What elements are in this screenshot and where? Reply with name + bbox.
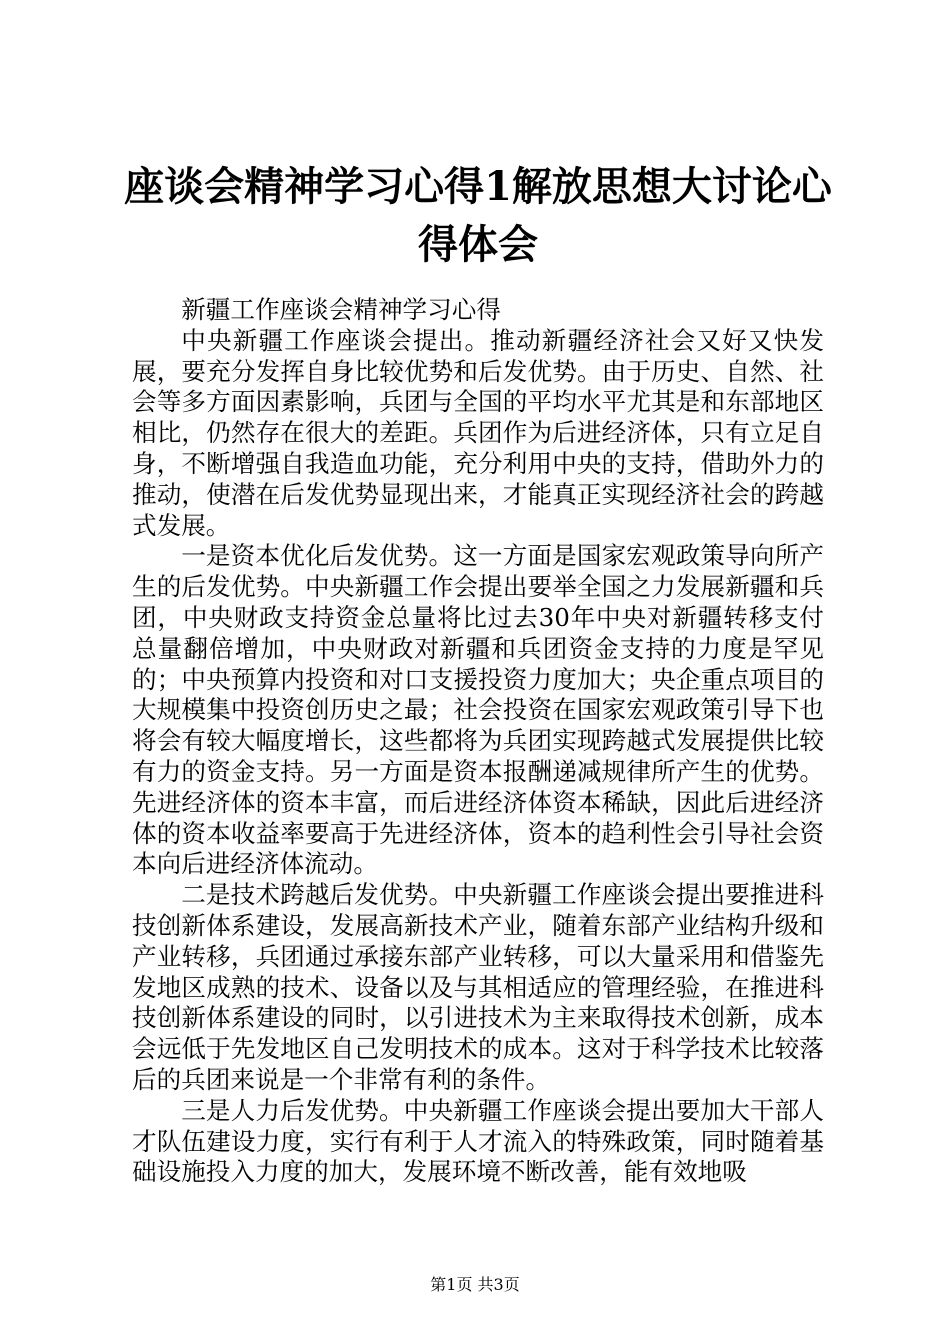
- document-title: 座谈会精神学习心得1解放思想大讨论心得体会: [124, 163, 832, 268]
- paragraph: 三是人力后发优势。中央新疆工作座谈会提出要加大干部人才队伍建设力度，实行有利于人才流入的特殊政策，同时随着基础设施投入力度的加大，发展环境不断改善，能有效地吸: [132, 1095, 824, 1187]
- page-number: 第1页 共3页: [430, 1275, 520, 1294]
- document-body: [132, 295, 824, 1188]
- paragraph: 二是技术跨越后发优势。中央新疆工作座谈会提出要推进科技创新体系建设，发展高新技术产业，随着东部产业结构升级和产业转移，兵团通过承接东部产业转移，可以大量采用和借鉴先发地区成熟的技术、设备以及与其相适应的管理经验，在推进科技创新体系建设的同时，以引进技术为主来取得技术创新，成本会远低于先发地区自己发明技术的成本。这对于科学技术比较落后的兵团来说是一个非常有利的条件。: [132, 880, 824, 1094]
- paragraph: 一是资本优化后发优势。这一方面是国家宏观政策导向所产生的后发优势。中央新疆工作会提出要举全国之力发展新疆和兵团，中央财政支持资金总量将比过去30年中央对新疆转移支付总量翻倍增加，中央财政对新疆和兵团资金支持的力度是罕见的；中央预算内投资和对口支援投资力度加大；央企重点项目的大规模集中投资创历史之最；社会投资在国家宏观政策引导下也将会有较大幅度增长，这些都将为兵团实现跨越式发展提供比较有力的资金支持。另一方面是资本报酬递减规律所产生的优势。先进经济体的资本丰富，而后进经济体资本稀缺，因此后进经济体的资本收益率要高于先进经济体，资本的趋利性会引导社会资本向后进经济体流动。: [132, 541, 824, 879]
- paragraph: 中央新疆工作座谈会提出。推动新疆经济社会又好又快发展，要充分发挥自身比较优势和后发优势。由于历史、自然、社会等多方面因素影响，兵团与全国的平均水平尤其是和东部地区相比，仍然存在很大的差距。兵团作为后进经济体，只有立足自身，不断增强自我造血功能，充分利用中央的支持，借助外力的推动，使潜在后发优势显现出来，才能真正实现经济社会的跨越式发展。: [132, 325, 824, 540]
- paragraph: 新疆工作座谈会精神学习心得: [181, 295, 501, 324]
